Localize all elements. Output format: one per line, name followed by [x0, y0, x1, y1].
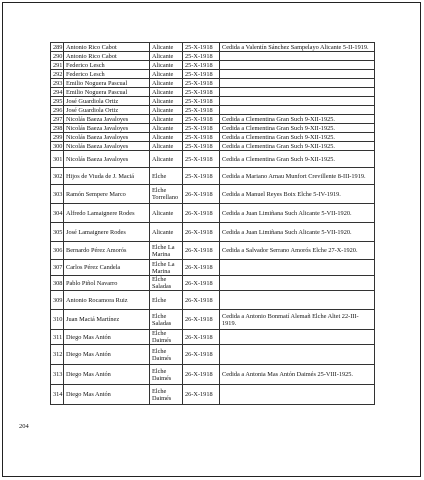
location-cell: Elche Saladas — [150, 276, 183, 291]
table-row — [51, 133, 375, 142]
location-cell: Elche La Marina — [150, 242, 183, 260]
location-cell: Alicante — [150, 106, 183, 115]
holder-name-cell: Diego Mas Antón — [64, 345, 150, 365]
date-cell: 26-X-1918 — [183, 330, 220, 345]
location-cell: Alicante — [150, 61, 183, 70]
table-row — [51, 242, 375, 260]
transfer-note-cell: Cedida a Juan Limiñana Such Alicante 5-VII-1920. — [220, 223, 375, 242]
holder-name-cell: Federico Lesch — [64, 70, 150, 79]
row-number-cell: 303 — [51, 185, 64, 204]
table-row — [51, 345, 375, 365]
transfer-note-cell: Cedida a Antonio Bonmatí Alemañ Elche Altet 22-III-1919. — [220, 310, 375, 330]
date-cell: 26-X-1918 — [183, 291, 220, 310]
date-cell: 26-X-1918 — [183, 365, 220, 385]
date-cell: 25-X-1918 — [183, 88, 220, 97]
row-number-cell: 312 — [51, 345, 64, 365]
transfer-note-cell — [220, 52, 375, 61]
location-cell: Elche Daimés — [150, 365, 183, 385]
transfer-note-cell — [220, 276, 375, 291]
holder-name-cell: Nicolás Baeza Javaloyes — [64, 115, 150, 124]
date-cell: 25-X-1918 — [183, 43, 220, 52]
location-cell: Alicante — [150, 88, 183, 97]
row-number-cell: 301 — [51, 151, 64, 168]
registry-table-body — [51, 43, 375, 405]
transfer-note-cell — [220, 291, 375, 310]
transfer-note-cell: Cedida a Clementina Gran Such 9-XII-1925. — [220, 151, 375, 168]
transfer-note-cell: Cedida a Valentín Sánchez Sampelayo Alicante 5-II-1919. — [220, 43, 375, 52]
location-cell: Alicante — [150, 52, 183, 61]
holder-name-cell: Hijos de Viuda de J. Maciá — [64, 168, 150, 185]
date-cell: 25-X-1918 — [183, 61, 220, 70]
row-number-cell: 297 — [51, 115, 64, 124]
row-number-cell: 294 — [51, 88, 64, 97]
row-number-cell: 313 — [51, 365, 64, 385]
row-number-cell: 302 — [51, 168, 64, 185]
holder-name-cell: Pablo Piñol Navarro — [64, 276, 150, 291]
location-cell: Alicante — [150, 79, 183, 88]
transfer-note-cell — [220, 61, 375, 70]
location-cell: Alicante — [150, 142, 183, 151]
table-row — [51, 88, 375, 97]
holder-name-cell: Diego Mas Antón — [64, 385, 150, 405]
date-cell: 26-X-1918 — [183, 310, 220, 330]
holder-name-cell: Antonio Rocamora Ruiz — [64, 291, 150, 310]
table-row — [51, 276, 375, 291]
row-number-cell: 306 — [51, 242, 64, 260]
date-cell: 25-X-1918 — [183, 70, 220, 79]
location-cell: Elche Daimés — [150, 345, 183, 365]
table-row — [51, 142, 375, 151]
table-row — [51, 365, 375, 385]
table-row — [51, 79, 375, 88]
row-number-cell: 292 — [51, 70, 64, 79]
transfer-note-cell: Cedida a Clementina Gran Such 9-XII-1925. — [220, 115, 375, 124]
table-row — [51, 52, 375, 61]
transfer-note-cell — [220, 70, 375, 79]
transfer-note-cell — [220, 97, 375, 106]
holder-name-cell: Emilio Noguera Pascual — [64, 79, 150, 88]
row-number-cell: 290 — [51, 52, 64, 61]
transfer-note-cell: Cedida a Clementina Gran Such 9-XII-1925. — [220, 124, 375, 133]
table-row — [51, 151, 375, 168]
date-cell: 26-X-1918 — [183, 242, 220, 260]
date-cell: 26-X-1918 — [183, 385, 220, 405]
table-row — [51, 43, 375, 52]
date-cell: 25-X-1918 — [183, 151, 220, 168]
date-cell: 25-X-1918 — [183, 52, 220, 61]
location-cell: Alicante — [150, 133, 183, 142]
transfer-note-cell: Cedida a Clementina Gran Such 9-XII-1925. — [220, 133, 375, 142]
row-number-cell: 291 — [51, 61, 64, 70]
transfer-note-cell — [220, 106, 375, 115]
date-cell: 26-X-1918 — [183, 345, 220, 365]
table-row — [51, 61, 375, 70]
transfer-note-cell: Cedida a Clementina Gran Such 9-XII-1925. — [220, 142, 375, 151]
row-number-cell: 311 — [51, 330, 64, 345]
table-row — [51, 124, 375, 133]
holder-name-cell: Federico Lesch — [64, 61, 150, 70]
holder-name-cell: Antonio Rico Cabot — [64, 43, 150, 52]
location-cell: Alicante — [150, 124, 183, 133]
date-cell: 26-X-1918 — [183, 185, 220, 204]
holder-name-cell: Nicolás Baeza Javaloyes — [64, 124, 150, 133]
location-cell: Alicante — [150, 97, 183, 106]
holder-name-cell: Juan Maciá Martínez — [64, 310, 150, 330]
date-cell: 26-X-1918 — [183, 260, 220, 276]
date-cell: 25-X-1918 — [183, 97, 220, 106]
row-number-cell: 299 — [51, 133, 64, 142]
table-row — [51, 330, 375, 345]
table-row — [51, 185, 375, 204]
table-row — [51, 291, 375, 310]
row-number-cell: 304 — [51, 204, 64, 223]
row-number-cell: 314 — [51, 385, 64, 405]
row-number-cell: 289 — [51, 43, 64, 52]
holder-name-cell: Diego Mas Antón — [64, 365, 150, 385]
location-cell: Elche — [150, 291, 183, 310]
location-cell: Alicante — [150, 204, 183, 223]
date-cell: 26-X-1918 — [183, 204, 220, 223]
table-row — [51, 106, 375, 115]
table-row — [51, 204, 375, 223]
date-cell: 25-X-1918 — [183, 142, 220, 151]
location-cell: Elche Daimés — [150, 385, 183, 405]
holder-name-cell: Alfredo Lamaignere Rodes — [64, 204, 150, 223]
holder-name-cell: Bernardo Pérez Amorós — [64, 242, 150, 260]
location-cell: Alicante — [150, 151, 183, 168]
transfer-note-cell: Cedida a Salvador Serrano Amorós Elche 27-X-1920. — [220, 242, 375, 260]
transfer-note-cell — [220, 260, 375, 276]
holder-name-cell: José Lamaignere Rodes — [64, 223, 150, 242]
registry-table — [50, 42, 375, 405]
holder-name-cell: José Guardiola Ortiz — [64, 106, 150, 115]
date-cell: 26-X-1918 — [183, 276, 220, 291]
holder-name-cell: Nicolás Baeza Javaloyes — [64, 142, 150, 151]
transfer-note-cell — [220, 88, 375, 97]
row-number-cell: 295 — [51, 97, 64, 106]
table-row — [51, 168, 375, 185]
holder-name-cell: Diego Mas Antón — [64, 330, 150, 345]
date-cell: 25-X-1918 — [183, 168, 220, 185]
table-row — [51, 97, 375, 106]
holder-name-cell: Emilio Noguera Pascual — [64, 88, 150, 97]
row-number-cell: 298 — [51, 124, 64, 133]
transfer-note-cell — [220, 330, 375, 345]
location-cell: Alicante — [150, 70, 183, 79]
location-cell: Alicante — [150, 223, 183, 242]
date-cell: 25-X-1918 — [183, 124, 220, 133]
transfer-note-cell — [220, 345, 375, 365]
table-row — [51, 260, 375, 276]
holder-name-cell: Carlos Pérez Candela — [64, 260, 150, 276]
holder-name-cell: Nicolás Baeza Javaloyes — [64, 133, 150, 142]
table-row — [51, 310, 375, 330]
transfer-note-cell: Cedida a Manuel Reyes Boix Elche 5-IV-1919. — [220, 185, 375, 204]
location-cell: Elche Torrellano — [150, 185, 183, 204]
location-cell: Elche La Marina — [150, 260, 183, 276]
date-cell: 25-X-1918 — [183, 133, 220, 142]
transfer-note-cell — [220, 385, 375, 405]
page-number: 204 — [19, 423, 29, 430]
table-row — [51, 385, 375, 405]
date-cell: 25-X-1918 — [183, 106, 220, 115]
holder-name-cell: Antonio Rico Cabot — [64, 52, 150, 61]
transfer-note-cell: Cedida a Juan Limiñana Such Alicante 5-VII-1920. — [220, 204, 375, 223]
location-cell: Elche Saladas — [150, 310, 183, 330]
row-number-cell: 308 — [51, 276, 64, 291]
row-number-cell: 293 — [51, 79, 64, 88]
location-cell: Elche — [150, 168, 183, 185]
row-number-cell: 296 — [51, 106, 64, 115]
row-number-cell: 307 — [51, 260, 64, 276]
date-cell: 25-X-1918 — [183, 79, 220, 88]
row-number-cell: 309 — [51, 291, 64, 310]
transfer-note-cell: Cedida a Antonia Mas Antón Daimés 25-VIII-1925. — [220, 365, 375, 385]
holder-name-cell: Nicolás Baeza Javaloyes — [64, 151, 150, 168]
transfer-note-cell — [220, 79, 375, 88]
table-row — [51, 223, 375, 242]
transfer-note-cell: Cedida a Mariano Arnau Munfort Crevillente 8-III-1919. — [220, 168, 375, 185]
row-number-cell: 300 — [51, 142, 64, 151]
table-row — [51, 70, 375, 79]
date-cell: 26-X-1918 — [183, 223, 220, 242]
location-cell: Alicante — [150, 115, 183, 124]
holder-name-cell: José Guardiola Ortiz — [64, 97, 150, 106]
row-number-cell: 305 — [51, 223, 64, 242]
row-number-cell: 310 — [51, 310, 64, 330]
location-cell: Alicante — [150, 43, 183, 52]
date-cell: 25-X-1918 — [183, 115, 220, 124]
location-cell: Elche Daimés — [150, 330, 183, 345]
table-row — [51, 115, 375, 124]
holder-name-cell: Ramón Sempere Marco — [64, 185, 150, 204]
